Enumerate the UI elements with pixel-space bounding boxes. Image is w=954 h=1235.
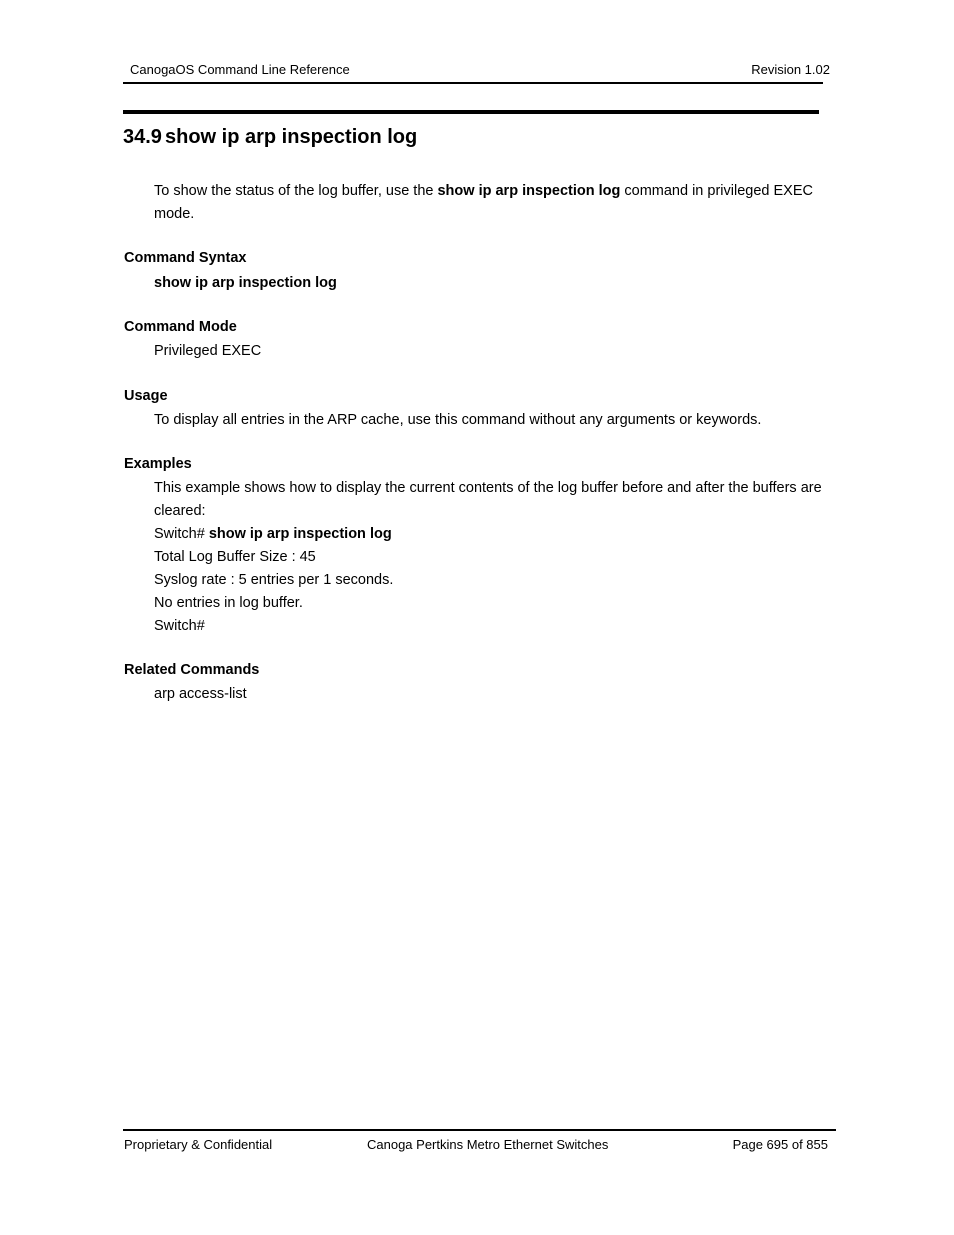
title-divider: [123, 110, 819, 114]
example-output-line: Switch#: [154, 618, 205, 634]
example-output-line: Total Log Buffer Size : 45: [154, 549, 316, 565]
example-output-line: No entries in log buffer.: [154, 595, 303, 611]
usage-body: To display all entries in the ARP cache, use this command without any arguments or keywords.: [154, 412, 762, 428]
intro-text-pre: To show the status of the log buffer, use the: [154, 183, 438, 199]
syntax-body: show ip arp inspection log: [154, 275, 337, 291]
section-title: [123, 126, 417, 149]
section-number: 34.9: [123, 126, 162, 148]
footer-confidentiality: Proprietary & Confidential: [124, 1137, 273, 1152]
footer-page-number: Page 695 of 855: [732, 1137, 828, 1152]
footer-divider: [123, 1129, 836, 1131]
related-heading: Related Commands: [124, 662, 260, 678]
related-body: arp access-list: [154, 686, 247, 702]
examples-heading: Examples: [124, 456, 192, 472]
header-revision: Revision 1.02: [751, 62, 830, 77]
mode-body: Privileged EXEC: [154, 343, 262, 359]
example-command-line: [154, 523, 824, 546]
syntax-heading: Command Syntax: [124, 250, 247, 266]
header-document-title: CanogaOS Command Line Reference: [130, 62, 350, 77]
example-command: show ip arp inspection log: [208, 526, 392, 542]
example-output-line: Syslog rate : 5 entries per 1 seconds.: [154, 572, 394, 588]
section-title-text: show ip arp inspection log: [165, 126, 418, 148]
header-divider: [123, 82, 823, 84]
example-prompt: Switch#: [154, 526, 209, 542]
intro-text-post: command in privileged EXEC mode.: [154, 183, 813, 222]
usage-heading: Usage: [124, 388, 168, 404]
intro-command: show ip arp inspection log: [437, 183, 621, 199]
intro-paragraph: [154, 180, 826, 226]
examples-description: This example shows how to display the current contents of the log buffer before and after the buffers are cleared:: [154, 480, 822, 519]
footer-product: Canoga Pertkins Metro Ethernet Switches: [367, 1137, 609, 1152]
mode-heading: Command Mode: [124, 319, 237, 335]
examples-body: [154, 477, 824, 638]
